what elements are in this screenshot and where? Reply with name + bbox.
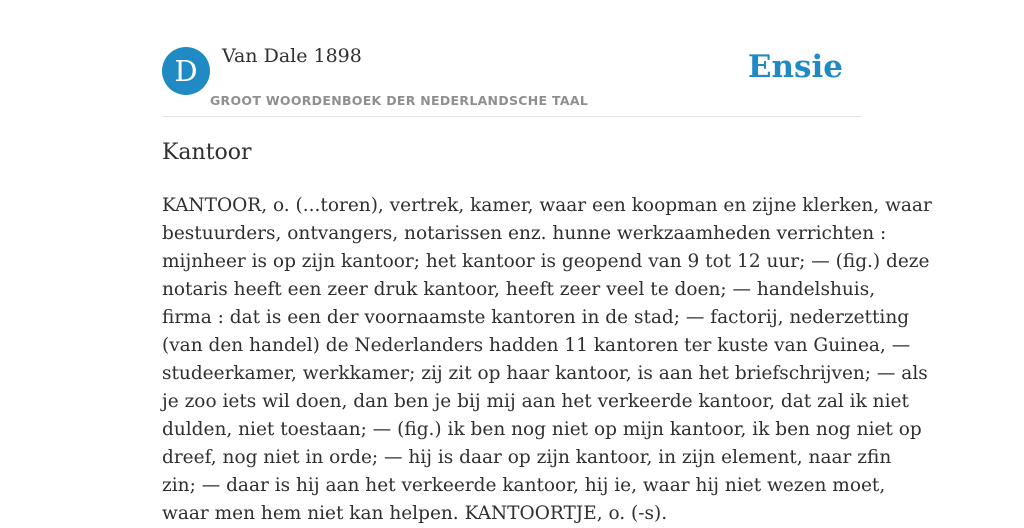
definition-line: mijnheer is op zijn kantoor; het kantoor is geopend van 9 tot 12 uur; — (fig.) deze bbox=[162, 251, 930, 272]
definition-line: zin; — daar is hij aan het verkeerde kantoor, hij ie, waar hij niet wezen moet, bbox=[162, 475, 886, 496]
ensie-brand-link[interactable]: Ensie bbox=[747, 49, 843, 85]
dictionary-header bbox=[162, 0, 862, 117]
definition-line: notaris heeft een zeer druk kantoor, heeft zeer veel te doen; — handelshuis, bbox=[162, 279, 876, 300]
entry-title: Kantoor bbox=[162, 140, 252, 165]
definition-line: dreef, nog niet in orde; — hij is daar op zijn kantoor, in zijn element, naar zfin bbox=[162, 447, 892, 468]
definition-line: studeerkamer, werkkamer; zij zit op haar kantoor, is aan het briefschrijven; — als bbox=[162, 363, 928, 384]
definition-line: dulden, niet toestaan; — (fig.) ik ben nog niet op mijn kantoor, ik ben nog niet op bbox=[162, 419, 922, 440]
dictionary-subtitle: GROOT WOORDENBOEK DER NEDERLANDSCHE TAAL bbox=[210, 93, 589, 108]
dictionary-name[interactable]: Van Dale 1898 bbox=[222, 45, 362, 67]
definition-line: waar men hem niet kan helpen. KANTOORTJE, o. (-s). bbox=[162, 503, 668, 524]
dictionary-logo-icon[interactable]: D bbox=[162, 47, 210, 95]
definition-line: (van den handel) de Nederlanders hadden 11 kantoren ter kuste van Guinea, — bbox=[162, 335, 911, 356]
definition-line: KANTOOR, o. (...toren), vertrek, kamer, waar een koopman en zijne klerken, waar bbox=[162, 195, 932, 216]
definition-line: firma : dat is een der voornaamste kantoren in de stad; — factorij, nederzetting bbox=[162, 307, 910, 328]
definition-line: je zoo iets wil doen, dan ben je bij mij aan het verkeerde kantoor, dat zal ik niet bbox=[162, 391, 909, 412]
definition-line: bestuurders, ontvangers, notarissen enz. hunne werkzaamheden verrichten : bbox=[162, 223, 887, 244]
entry-definition bbox=[162, 192, 932, 528]
